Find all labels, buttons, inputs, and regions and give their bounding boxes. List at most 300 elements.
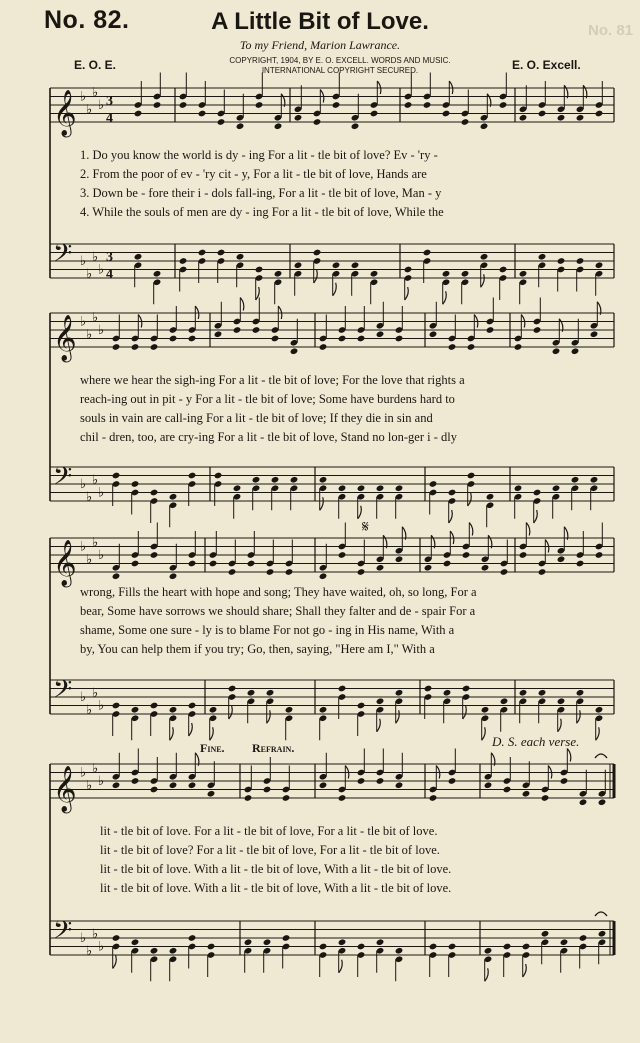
note-head: [247, 689, 256, 697]
lyrics-system-2: [80, 371, 620, 447]
flat-icon: ♭: [98, 774, 105, 789]
note-head: [486, 493, 495, 501]
note-head: [188, 702, 197, 710]
note-head: [233, 484, 242, 492]
flat-icon: ♭: [98, 548, 105, 563]
note-head: [541, 930, 550, 938]
note-head: [255, 101, 264, 109]
flat-icon: ♭: [92, 85, 99, 101]
flat-icon: ♭: [80, 931, 87, 946]
note-head: [557, 555, 566, 563]
lyric-line: by, You can help them if you try; Go, then, saying, "Here am I," With a: [80, 642, 435, 656]
note-head: [480, 253, 489, 261]
note-head: [595, 551, 604, 559]
note-head: [274, 122, 283, 130]
note-head: [522, 790, 531, 798]
note-head: [169, 335, 178, 343]
note-head: [448, 777, 457, 785]
flat-icon: ♭: [92, 685, 99, 701]
copyright-line-1: COPYRIGHT, 1904, BY E. O. EXCELL. WORDS AND MUSIC.: [229, 56, 451, 65]
segno-icon: 𝄋: [362, 517, 369, 536]
treble-clef-icon: 𝄞: [53, 540, 77, 586]
note-head: [112, 781, 121, 789]
note-head: [357, 335, 366, 343]
note-head: [395, 781, 404, 789]
note-head: [266, 568, 275, 576]
note-head: [332, 261, 341, 269]
note-head: [214, 330, 223, 338]
lyric-line: lit - tle bit of love? For a lit - tle bit of love, For a lit - tle bit of love.: [100, 843, 440, 857]
fine-marking: Fine.: [200, 741, 225, 755]
note-head: [150, 489, 159, 497]
note-head: [376, 697, 385, 705]
note-head: [236, 122, 245, 130]
bass-clef-icon: 𝄢: [53, 239, 73, 275]
note-flag: [267, 710, 271, 723]
note-head: [214, 472, 223, 480]
note-head: [462, 551, 471, 559]
note-head: [112, 702, 121, 710]
note-head: [552, 484, 561, 492]
note-flag: [405, 287, 409, 300]
lyric-line: 1. Do you know the world is dy - ing For a lit - tle bit of love? Ev - 'ry -: [80, 148, 438, 162]
note-head: [169, 706, 178, 714]
note-head: [169, 781, 178, 789]
note-head: [134, 253, 143, 261]
note-head: [442, 270, 451, 278]
note-head: [376, 484, 385, 492]
note-head: [486, 326, 495, 334]
note-head: [395, 335, 404, 343]
flat-icon: ♭: [80, 314, 87, 330]
note-head: [244, 794, 253, 802]
note-flag: [577, 710, 581, 723]
flat-icon: ♭: [86, 778, 93, 794]
composer-credit: E. O. Excell.: [512, 58, 581, 72]
note-head: [338, 685, 347, 693]
note-head: [233, 326, 242, 334]
note-head: [442, 110, 451, 118]
note-head: [395, 689, 404, 697]
lyrics-system-4: [100, 822, 640, 898]
time-signature: 4: [106, 111, 113, 126]
lyric-line: 3. Down be - fore their i - dols fall-ing, For a lit - tle bit of love, Man - y: [80, 186, 442, 200]
note-head: [319, 781, 328, 789]
note-head: [150, 702, 159, 710]
note-head: [514, 484, 523, 492]
note-head: [462, 685, 471, 693]
flat-icon: ♭: [92, 472, 99, 488]
note-head: [519, 689, 528, 697]
note-head: [112, 343, 121, 351]
note-head: [376, 564, 385, 572]
note-head: [290, 347, 299, 355]
note-flag: [113, 956, 117, 969]
note-flag: [485, 968, 489, 981]
note-head: [443, 689, 452, 697]
note-head: [552, 347, 561, 355]
ds-marking: D. S. each verse.: [492, 734, 580, 749]
flat-icon: ♭: [92, 310, 99, 326]
note-head: [461, 270, 470, 278]
lyrics-system-1: [80, 146, 620, 222]
note-head: [500, 568, 509, 576]
lyric-line: shame, Some one sure - ly is to blame For not go - ing in His name, With a: [80, 623, 455, 637]
hymn-title: A Little Bit of Love.: [211, 8, 429, 35]
note-head: [571, 476, 580, 484]
note-head: [150, 947, 159, 955]
note-head: [332, 101, 341, 109]
note-head: [595, 110, 604, 118]
note-head: [503, 943, 512, 951]
note-head: [499, 101, 508, 109]
lyric-line: lit - tle bit of love. With a lit - tle bit of love, With a lit - tle bit of love.: [100, 862, 452, 876]
note-head: [169, 947, 178, 955]
note-head: [351, 261, 360, 269]
note-head: [519, 114, 528, 122]
note-head: [228, 685, 237, 693]
note-head: [319, 476, 328, 484]
note-head: [467, 343, 476, 351]
flat-icon: ♭: [80, 254, 87, 269]
lyric-line: wrong, Fills the heart with hope and song; They have waited, oh, so long, For a: [80, 585, 477, 599]
note-head: [423, 249, 432, 257]
note-head: [313, 249, 322, 257]
note-head: [131, 938, 140, 946]
note-flag: [567, 749, 571, 762]
lyric-line: chil - dren, too, are cry-ing For a lit - tle bit of love, Stand no lon-ger i - dly: [80, 430, 457, 444]
note-head: [188, 934, 197, 942]
note-head: [481, 564, 490, 572]
flat-icon: ♭: [98, 485, 105, 501]
note-flag: [468, 493, 472, 506]
note-head: [595, 261, 604, 269]
note-head: [357, 484, 366, 492]
lyric-line: 2. From the poor of ev - 'ry cit - y, For a lit - tle bit of love, Hands are: [80, 167, 427, 181]
note-flag: [523, 964, 527, 977]
note-head: [467, 472, 476, 480]
lyric-line: reach-ing out in pit - y For a lit - tle bit of love; Some have burdens hard to: [80, 392, 455, 406]
flat-icon: ♭: [86, 489, 93, 505]
note-head: [538, 253, 547, 261]
note-head: [395, 555, 404, 563]
note-head: [134, 110, 143, 118]
note-head: [395, 484, 404, 492]
note-flag: [256, 287, 260, 300]
flat-icon: ♭: [86, 266, 93, 282]
note-head: [131, 777, 140, 785]
note-head: [319, 572, 328, 580]
note-head: [538, 110, 547, 118]
note-head: [319, 943, 328, 951]
note-head: [376, 330, 385, 338]
note-head: [153, 101, 162, 109]
note-head: [557, 257, 566, 265]
lyricist-credit: E. O. E.: [74, 58, 117, 72]
flat-icon: ♭: [98, 939, 105, 955]
note-head: [338, 938, 347, 946]
note-head: [131, 343, 140, 351]
copyright-line-2: INTERNATIONAL COPYRIGHT SECURED.: [261, 66, 419, 75]
note-flag: [339, 960, 343, 973]
note-head: [538, 689, 547, 697]
treble-clef-icon: 𝄞: [53, 766, 77, 812]
note-head: [282, 934, 291, 942]
note-head: [560, 938, 569, 946]
note-head: [188, 472, 197, 480]
note-head: [423, 101, 432, 109]
fermata-icon: [595, 754, 607, 758]
note-flag: [229, 706, 233, 719]
treble-clef-icon: 𝄞: [53, 315, 77, 361]
note-head: [590, 476, 599, 484]
note-head: [429, 480, 438, 488]
note-head: [112, 572, 121, 580]
note-head: [179, 257, 188, 265]
note-flag: [482, 727, 486, 740]
note-head: [500, 697, 509, 705]
note-flag: [463, 706, 467, 719]
flat-icon: ♭: [92, 926, 99, 942]
note-head: [319, 343, 328, 351]
note-head: [519, 270, 528, 278]
note-head: [247, 560, 256, 568]
note-head: [271, 335, 280, 343]
note-flag: [469, 523, 473, 536]
note-head: [179, 101, 188, 109]
note-head: [169, 493, 178, 501]
note-head: [338, 551, 347, 559]
note-head: [217, 118, 226, 126]
note-head: [169, 572, 178, 580]
note-head: [370, 270, 379, 278]
note-head: [207, 790, 216, 798]
lyric-line: souls in vain are call-ing For a lit - tle bit of love; If they die in sin and: [80, 411, 433, 425]
note-head: [209, 560, 218, 568]
note-head: [112, 472, 121, 480]
note-head: [557, 697, 566, 705]
note-head: [429, 794, 438, 802]
time-signature: 4: [106, 267, 113, 282]
note-head: [188, 781, 197, 789]
note-head: [595, 706, 604, 714]
flat-icon: ♭: [80, 89, 87, 105]
note-head: [376, 938, 385, 946]
dedication: To my Friend, Marion Lawrance.: [239, 38, 401, 52]
note-flag: [240, 298, 244, 311]
note-head: [590, 330, 599, 338]
note-flag: [314, 270, 318, 283]
lyrics-system-3: [80, 583, 620, 659]
note-head: [290, 476, 299, 484]
bleed-through-text: No. 81: [588, 22, 634, 39]
lyric-line: bear, Some have sorrows we should share; Shall they falter and de - spair For a: [80, 604, 476, 618]
hymn-number: No. 82.: [44, 6, 130, 34]
note-flag: [558, 719, 562, 732]
note-head: [150, 551, 159, 559]
note-head: [252, 326, 261, 334]
note-head: [255, 266, 264, 274]
note-head: [285, 706, 294, 714]
note-head: [541, 794, 550, 802]
flat-icon: ♭: [86, 102, 93, 118]
fermata-icon: [595, 912, 607, 916]
note-head: [338, 335, 347, 343]
note-head: [448, 943, 457, 951]
bass-clef-icon: 𝄢: [53, 675, 73, 711]
note-head: [429, 943, 438, 951]
note-head: [576, 560, 585, 568]
note-head: [429, 330, 438, 338]
note-head: [263, 786, 272, 794]
note-head: [313, 118, 322, 126]
note-head: [576, 114, 585, 122]
note-head: [376, 777, 385, 785]
lyric-line: 4. While the souls of men are dy - ing For a lit - tle bit of love, While the: [80, 205, 444, 219]
note-head: [519, 551, 528, 559]
flat-icon: ♭: [80, 539, 87, 555]
note-head: [576, 689, 585, 697]
note-head: [484, 947, 493, 955]
note-flag: [596, 727, 600, 740]
flat-icon: ♭: [98, 323, 105, 338]
bass-clef-icon: 𝄢: [53, 916, 73, 952]
note-head: [514, 343, 523, 351]
note-head: [188, 560, 197, 568]
note-head: [538, 568, 547, 576]
note-head: [209, 706, 218, 714]
note-head: [198, 110, 207, 118]
note-head: [424, 685, 433, 693]
note-head: [424, 564, 433, 572]
flat-icon: ♭: [98, 698, 105, 714]
note-head: [153, 270, 162, 278]
note-flag: [396, 710, 400, 723]
note-head: [319, 706, 328, 714]
note-head: [271, 476, 280, 484]
note-head: [481, 706, 490, 714]
note-head: [370, 110, 379, 118]
lyric-line: lit - tle bit of love. For a lit - tle bit of love, For a lit - tle bit of love.: [100, 824, 438, 838]
note-head: [294, 114, 303, 122]
note-head: [294, 261, 303, 269]
note-head: [150, 343, 159, 351]
note-flag: [443, 291, 447, 304]
note-head: [207, 943, 216, 951]
flat-icon: ♭: [80, 477, 87, 492]
note-head: [571, 347, 580, 355]
note-head: [112, 934, 121, 942]
note-head: [131, 560, 140, 568]
flat-icon: ♭: [80, 690, 87, 705]
note-head: [236, 253, 245, 261]
note-flag: [333, 283, 337, 296]
flat-icon: ♭: [86, 702, 93, 718]
note-flag: [449, 510, 453, 523]
note-flag: [170, 727, 174, 740]
bass-clef-icon: 𝄢: [53, 462, 73, 498]
lyric-line: lit - tle bit of love. With a lit - tle bit of love, With a lit - tle bit of love.: [100, 881, 452, 895]
note-head: [338, 794, 347, 802]
note-head: [560, 777, 569, 785]
lyric-line: where we hear the sigh-ing For a lit - tle bit of love; For the love that rights a: [80, 373, 465, 387]
note-head: [217, 249, 226, 257]
note-flag: [377, 719, 381, 732]
note-flag: [481, 274, 485, 287]
note-head: [198, 249, 207, 257]
flat-icon: ♭: [80, 765, 87, 781]
flat-icon: ♭: [86, 552, 93, 568]
note-head: [503, 786, 512, 794]
note-head: [357, 777, 366, 785]
note-head: [579, 798, 588, 806]
note-head: [404, 101, 413, 109]
note-head: [484, 781, 493, 789]
refrain-marking: Refrain.: [252, 741, 295, 755]
note-head: [395, 947, 404, 955]
note-head: [533, 326, 542, 334]
note-head: [443, 560, 452, 568]
note-head: [448, 489, 457, 497]
flat-icon: ♭: [98, 98, 105, 113]
note-head: [263, 938, 272, 946]
note-flag: [358, 506, 362, 519]
note-head: [252, 476, 261, 484]
flat-icon: ♭: [92, 761, 99, 777]
note-head: [131, 480, 140, 488]
note-head: [448, 343, 457, 351]
note-flag: [526, 523, 530, 536]
note-head: [533, 489, 542, 497]
note-head: [228, 568, 237, 576]
note-head: [357, 702, 366, 710]
note-head: [404, 266, 413, 274]
note-head: [266, 689, 275, 697]
note-head: [274, 270, 283, 278]
note-head: [579, 934, 588, 942]
note-head: [150, 786, 159, 794]
note-head: [598, 930, 607, 938]
note-head: [338, 484, 347, 492]
time-signature: 3: [106, 250, 113, 265]
note-flag: [320, 497, 324, 510]
flat-icon: ♭: [92, 535, 99, 551]
note-head: [480, 122, 489, 130]
treble-clef-icon: 𝄞: [53, 90, 77, 136]
note-flag: [210, 727, 214, 740]
note-head: [499, 266, 508, 274]
flat-icon: ♭: [98, 262, 105, 278]
time-signature: 3: [106, 94, 113, 109]
note-head: [244, 938, 253, 946]
note-flag: [534, 510, 538, 523]
note-head: [285, 568, 294, 576]
note-head: [357, 568, 366, 576]
note-head: [131, 706, 140, 714]
note-head: [357, 943, 366, 951]
note-head: [522, 943, 531, 951]
flat-icon: ♭: [86, 327, 93, 343]
flat-icon: ♭: [92, 249, 99, 265]
note-head: [282, 794, 291, 802]
note-head: [557, 114, 566, 122]
note-head: [188, 335, 197, 343]
flat-icon: ♭: [86, 943, 93, 959]
note-head: [598, 798, 607, 806]
note-flag: [189, 723, 193, 736]
note-head: [351, 122, 360, 130]
note-head: [461, 118, 470, 126]
